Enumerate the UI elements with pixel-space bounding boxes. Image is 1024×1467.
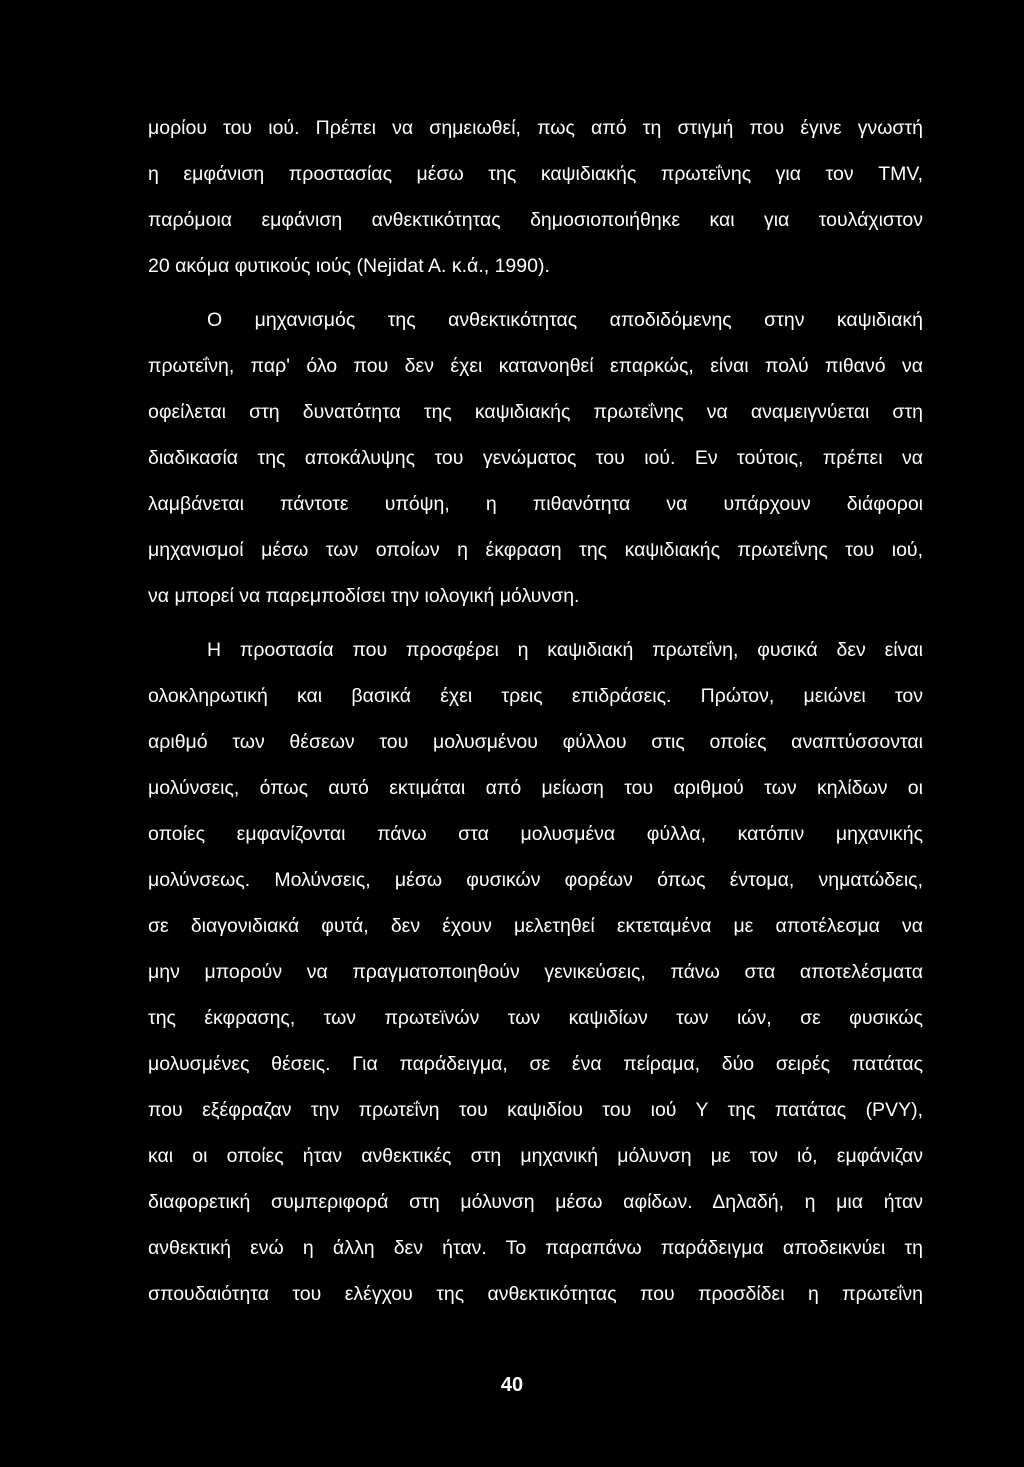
page-number: 40 bbox=[500, 1374, 524, 1396]
text-line: που εξέφραζαν την πρωτεΐνη του καψιδίου του ιού Υ της πατάτας (PVY), bbox=[148, 1099, 923, 1121]
text-line: οποίες εμφανίζονται πάνω στα μολυσμένα φύλλα, κατόπιν μηχανικής bbox=[148, 823, 923, 845]
text-line: διαδικασία της αποκάλυψης του γενώματος του ιού. Εν τούτοις, πρέπει να bbox=[148, 447, 923, 469]
text-line: ολοκληρωτική και βασικά έχει τρεις επιδράσεις. Πρώτον, μειώνει τον bbox=[148, 685, 923, 707]
text-line: πρωτεΐνη, παρ' όλο που δεν έχει κατανοηθεί επαρκώς, είναι πολύ πιθανό να bbox=[148, 355, 923, 377]
text-line: μολύνσεις, όπως αυτό εκτιμάται από μείωση του αριθμού των κηλίδων οι bbox=[148, 777, 923, 799]
text-line: οφείλεται στη δυνατότητα της καψιδιακής πρωτεΐνης να αναμειγνύεται στη bbox=[148, 401, 923, 423]
text-line: παρόμοια εμφάνιση ανθεκτικότητας δημοσιοποιήθηκε και για τουλάχιστον bbox=[148, 209, 923, 231]
text-line: μολυσμένες θέσεις. Για παράδειγμα, σε ένα πείραμα, δύο σειρές πατάτας bbox=[148, 1053, 923, 1075]
text-line: διαφορετική συμπεριφορά στη μόλυνση μέσω αφίδων. Δηλαδή, η μια ήταν bbox=[148, 1191, 923, 1213]
paragraph-first-line: Η προστασία που προσφέρει η καψιδιακή πρωτεΐνη, φυσικά δεν είναι bbox=[207, 639, 923, 661]
text-line: σπουδαιότητα του ελέγχου της ανθεκτικότητας που προσδίδει η πρωτεΐνη bbox=[148, 1283, 923, 1305]
text-line: της έκφρασης, των πρωτεϊνών των καψιδίων των ιών, σε φυσικώς bbox=[148, 1007, 923, 1029]
text-line: λαμβάνεται πάντοτε υπόψη, η πιθανότητα να υπάρχουν διάφοροι bbox=[148, 493, 923, 515]
text-line: αριθμό των θέσεων του μολυσμένου φύλλου στις οποίες αναπτύσσονται bbox=[148, 731, 923, 753]
paragraph-first-line: Ο μηχανισμός της ανθεκτικότητας αποδιδόμενης στην καψιδιακή bbox=[207, 309, 923, 331]
text-line: ανθεκτική ενώ η άλλη δεν ήταν. Το παραπάνω παράδειγμα αποδεικνύει τη bbox=[148, 1237, 923, 1259]
text-line: η εμφάνιση προστασίας μέσω της καψιδιακής πρωτεΐνης για τον TMV, bbox=[148, 163, 923, 185]
text-line: μορίου του ιού. Πρέπει να σημειωθεί, πως από τη στιγμή που έγινε γνωστή bbox=[148, 117, 923, 139]
text-line: και οι οποίες ήταν ανθεκτικές στη μηχανική μόλυνση με τον ιό, εμφάνιζαν bbox=[148, 1145, 923, 1167]
text-line: 20 ακόμα φυτικούς ιούς (Nejidat A. κ.ά., 1990). bbox=[148, 255, 550, 277]
text-line: μην μπορούν να πραγματοποιηθούν γενικεύσεις, πάνω στα αποτελέσματα bbox=[148, 961, 923, 983]
text-line: μηχανισμοί μέσω των οποίων η έκφραση της καψιδιακής πρωτεΐνης του ιού, bbox=[148, 539, 923, 561]
text-line: μολύνσεως. Μολύνσεις, μέσω φυσικών φορέων όπως έντομα, νηματώδεις, bbox=[148, 869, 923, 891]
text-line: να μπορεί να παρεμποδίσει την ιολογική μόλυνση. bbox=[148, 585, 580, 607]
text-line: σε διαγονιδιακά φυτά, δεν έχουν μελετηθεί εκτεταμένα με αποτέλεσμα να bbox=[148, 915, 923, 937]
